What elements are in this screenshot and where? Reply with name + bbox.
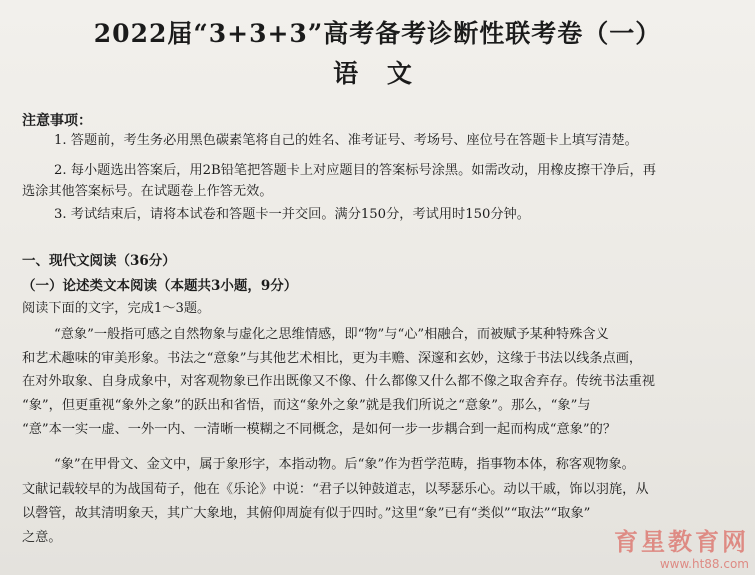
subsection-heading: （一）论述类文本阅读（本题共3小题，9分） [22,278,298,294]
passage-line: “意象”一般指可感之自然物象与虚化之思维情感，即“物”与“心”相融合，而被赋予某种特殊含义 [54,327,609,342]
watermark-cn: 育星教育网 [614,528,749,556]
notice-heading: 注意事项： [22,113,92,129]
exam-title: 2022届“3+3+3”高考备考诊断性联考卷（一） [93,19,662,48]
notice-line-1: 1. 答题前，考生务必用黑色碳素笔将自己的姓名、准考证号、考场号、座位号在答题卡上填写清楚。 [54,133,638,148]
notice-line-2-cont: 选涂其他答案标号。在试题卷上作答无效。 [22,184,273,199]
site-watermark [614,522,749,571]
section-heading: 一、现代文阅读（36分） [22,253,176,269]
passage-line: “意”本一实一虚、一外一内、一清晰一模糊之不同概念，是如何一步一步耦合到一起而构成“意象”的？ [22,422,617,437]
watermark-url: www.ht88.com [659,557,749,571]
notice-line-2: 2. 每小题选出答案后，用2B铅笔把答题卡上对应题目的答案标号涂黑。如需改动，用橡皮擦干净后，再 [54,163,656,178]
passage-line: “象”在甲骨文、金文中，属于象形字，本指动物。后“象”作为哲学范畴，指事物本体，称客观物象。 [54,457,635,472]
reading-instruction: 阅读下面的文字，完成1～3题。 [22,301,211,316]
passage-line: 和艺术趣味的审美形象。书法之“意象”与其他艺术相比，更为丰赡、深邃和玄妙，这缘于书法以线条点画， [22,351,643,366]
passage-line: 在对外取象、自身成象中，对客观物象已作出既像又不像、什么都像又什么都不像之取舍弃存。传统书法重视 [22,374,655,389]
passage-line: 之意。 [22,530,62,545]
passage-line: 以磬管，故其清明象天，其广大象地，其俯仰周旋有似于四时。”这里“象”已有“类似”“取法”“取象” [22,506,591,521]
notice-line-3: 3. 考试结束后，请将本试卷和答题卡一并交回。满分150分，考试用时150分钟。 [54,207,530,222]
passage-line: 文献记载较早的为战国荀子，他在《乐论》中说：“君子以钟鼓道志，以琴瑟乐心。动以干戚，饰以羽旄，从 [22,482,649,497]
subject-title: 语 文 [333,59,422,88]
passage-line: “象”，但更重视“象外之象”的跃出和省悟，而这“象外之象”就是我们所说之“意象”。那么，“象”与 [22,398,591,413]
